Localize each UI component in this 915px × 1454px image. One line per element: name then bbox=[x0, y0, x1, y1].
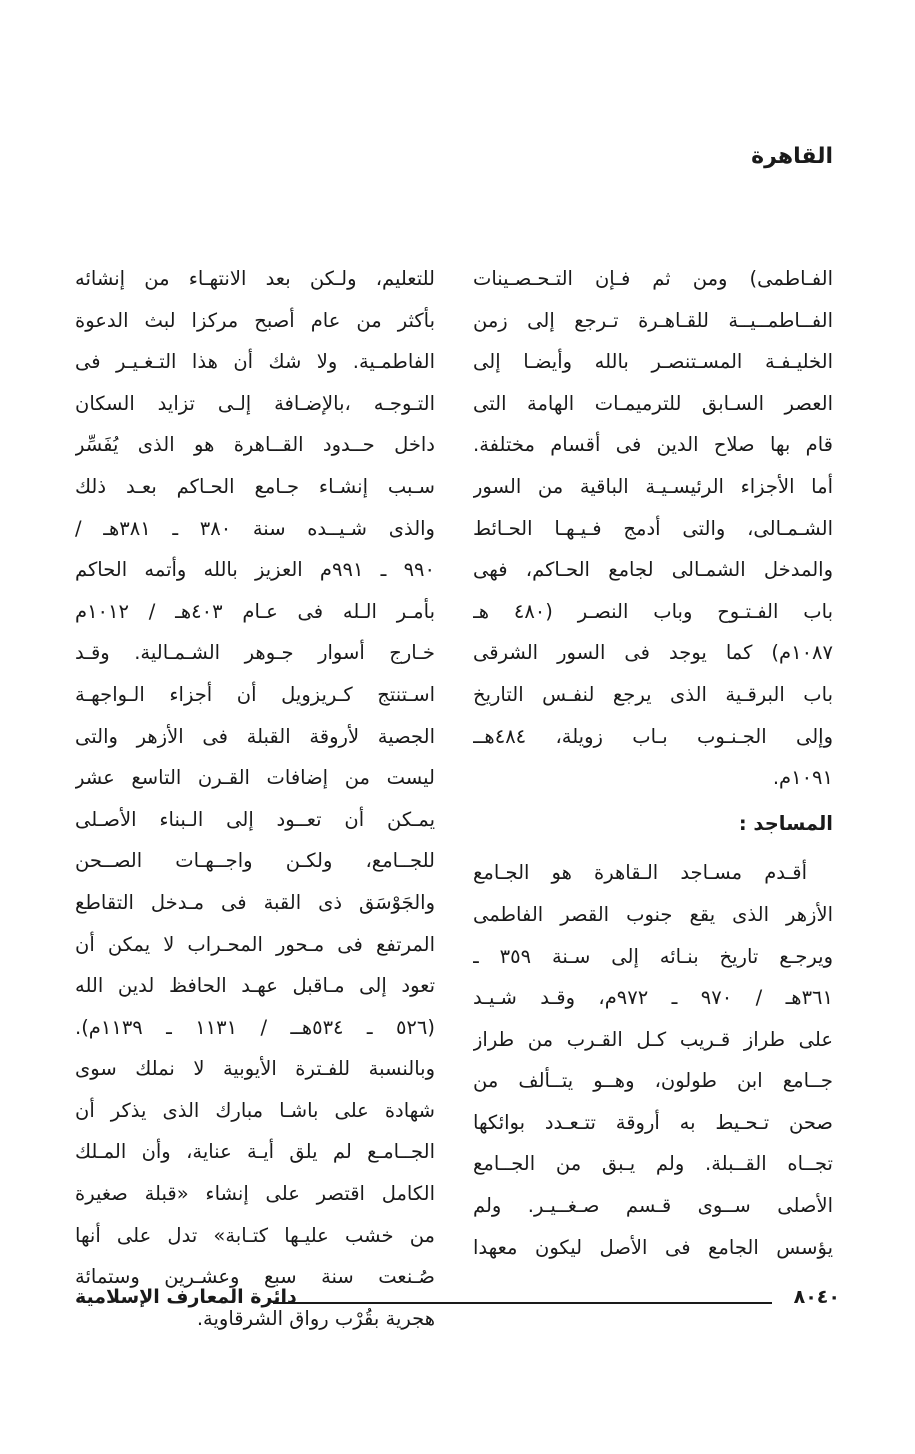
paragraph-continuation bbox=[75, 258, 435, 1339]
text-line: ويرجـع تاريخ بنـائه إلى سـنة ٣٥٩ ـ bbox=[473, 944, 833, 968]
text-line: التـوجـه ،بالإضـافة إلـى تزايد السكان bbox=[75, 391, 435, 415]
text-line: للجــامع، ولكـن واجــهـات الصــحن bbox=[75, 849, 435, 873]
text-line: والمدخل الشمـالى لجامع الحـاكم، فهى bbox=[473, 558, 833, 582]
page-footer bbox=[75, 1282, 840, 1322]
text-line: وإلى الجـنـوب بـاب زويلة، ٤٨٤هــ bbox=[473, 724, 833, 748]
text-line: الأزهر الذى يقع جنوب القصر الفاطمى bbox=[473, 902, 833, 926]
text-line: الفــاطمــيــة للقـاهـرة تـرجع إلى زمن bbox=[473, 308, 833, 332]
text-line: ١٠٩١م. bbox=[772, 766, 833, 790]
text-line: الأصلى ســوى قـسم صـغــيـر. ولم bbox=[473, 1194, 833, 1218]
text-line: صحن تـحـيط به أروقة تتـعـدد بوائكها bbox=[473, 1110, 833, 1134]
text-line: والذى شـيــده سنة ٣٨٠ ـ ٣٨١هـ / bbox=[75, 516, 435, 540]
text-line: أما الأجزاء الرئيسـيـة الباقية من السور bbox=[473, 474, 833, 498]
right-column bbox=[473, 258, 833, 1268]
text-line: ٩٩٠ ـ ٩٩١م العزيز بالله وأتمه الحاكم bbox=[75, 558, 435, 582]
text-line: داخل حــدود القــاهرة هو الذى يُفَسِّر bbox=[75, 433, 435, 457]
text-line: للتعليم، ولـكن بعد الانتهـاء من إنشائه bbox=[75, 267, 435, 290]
text-line: بأمـر الـله فى عـام ٤٠٣هـ / ١٠١٢م bbox=[75, 599, 435, 623]
page-number: ٨٠٤٠ bbox=[793, 1286, 840, 1308]
text-line: على طراز قـريب كـل القـرب من طراز bbox=[473, 1027, 833, 1051]
text-line: الخليـفـة المسـتنصـر بالله وأيضـا إلى bbox=[473, 350, 833, 374]
text-line: سـبب إنشـاء جـامع الحـاكم بعـد ذلك bbox=[75, 474, 435, 498]
text-line: قام بها صلاح الدين فى أقسام مختلفة. bbox=[473, 433, 833, 457]
text-line: المرتفع فى مـحور المحـراب لا يمكن أن bbox=[75, 932, 435, 956]
text-line: ٣٦١هـ / ٩٧٠ ـ ٩٧٢م، وقـد شـيـد bbox=[473, 986, 833, 1010]
text-line: الجصية لأروقة القبلة فى الأزهر والتى bbox=[75, 724, 435, 748]
text-line: باب البرقـية الذى يرجع لنفـس التاريخ bbox=[473, 682, 833, 706]
running-title: القاهرة bbox=[751, 144, 833, 169]
text-line: والجَوْسَق ذى القبة فى مـدخل التقاطع bbox=[75, 890, 435, 914]
series-title: دائرة المعارف الإسلامية bbox=[75, 1286, 297, 1308]
text-line: من خشب عليـها كتـابة» تدل على أنها bbox=[75, 1223, 435, 1247]
text-line: خـارج أسوار جـوهر الشـمـالية. وقـد bbox=[75, 641, 435, 665]
text-line: الكامل اقتصر على إنشاء «قبلة صغيرة bbox=[75, 1182, 435, 1206]
text-line: الجــامـع لم يلق أيـة عناية، وأن المـلك bbox=[75, 1140, 435, 1164]
footer-rule bbox=[273, 1302, 772, 1304]
text-line: يؤسس الجامع فى الأصل ليكون معهدا bbox=[473, 1235, 833, 1259]
text-line: ١٠٨٧م) كما يوجد فى السور الشرقى bbox=[473, 641, 833, 665]
text-line: اسـتنتج كـريزويل أن أجزاء الـواجهـة bbox=[75, 682, 435, 706]
text-line: أقـدم مسـاجد الـقاهرة هو الجـامع bbox=[473, 861, 807, 885]
section-heading-mosques: المساجد : bbox=[738, 811, 833, 835]
text-line: جــامع ابن طولون، وهــو يتــألف من bbox=[473, 1069, 833, 1093]
text-line: باب الفـتـوح وباب النصـر (٤٨٠ هـ bbox=[473, 599, 833, 623]
text-line: الفاطمـية. ولا شك أن هذا التـغـيـر فى bbox=[75, 350, 435, 374]
text-line: ليست من إضافات القـرن التاسع عشر bbox=[75, 766, 435, 790]
text-line: العصر السـابق للترميمـات الهامة التى bbox=[473, 391, 833, 415]
text-line: الشـمـالى، والتى أدمج فـيـهـا الحـائط bbox=[473, 516, 833, 540]
text-line: (٥٢٦ ـ ٥٣٤هــ / ١١٣١ ـ ١١٣٩م). bbox=[75, 1015, 435, 1039]
left-column bbox=[75, 258, 435, 1339]
text-line: هجرية بقُرْب رواق الشرقاوية. bbox=[196, 1306, 435, 1330]
text-line: يمـكن أن تعــود إلى الـبناء الأصـلى bbox=[75, 807, 435, 831]
text-line: وبالنسبة للفـترة الأيوبية لا نملك سوى bbox=[75, 1057, 435, 1081]
text-line: الفـاطمى) ومن ثم فـإن التـحـصـينات bbox=[473, 267, 833, 290]
text-line: بأكثر من عام أصبح مركزا لبث الدعوة bbox=[75, 308, 435, 332]
text-line: تعود إلى مـاقبل عهـد الحافظ لدين الله bbox=[75, 974, 435, 998]
text-line: صُـنعت سنة سبع وعشـرين وستمائة bbox=[75, 1265, 435, 1289]
text-line: تجــاه القــبلة. ولم يـبق من الجــامع bbox=[473, 1152, 833, 1176]
paragraph-fortifications bbox=[473, 258, 833, 799]
text-line: شهادة على باشـا مبارك الذى يذكر أن bbox=[75, 1098, 435, 1122]
paragraph-mosques bbox=[473, 852, 833, 1268]
